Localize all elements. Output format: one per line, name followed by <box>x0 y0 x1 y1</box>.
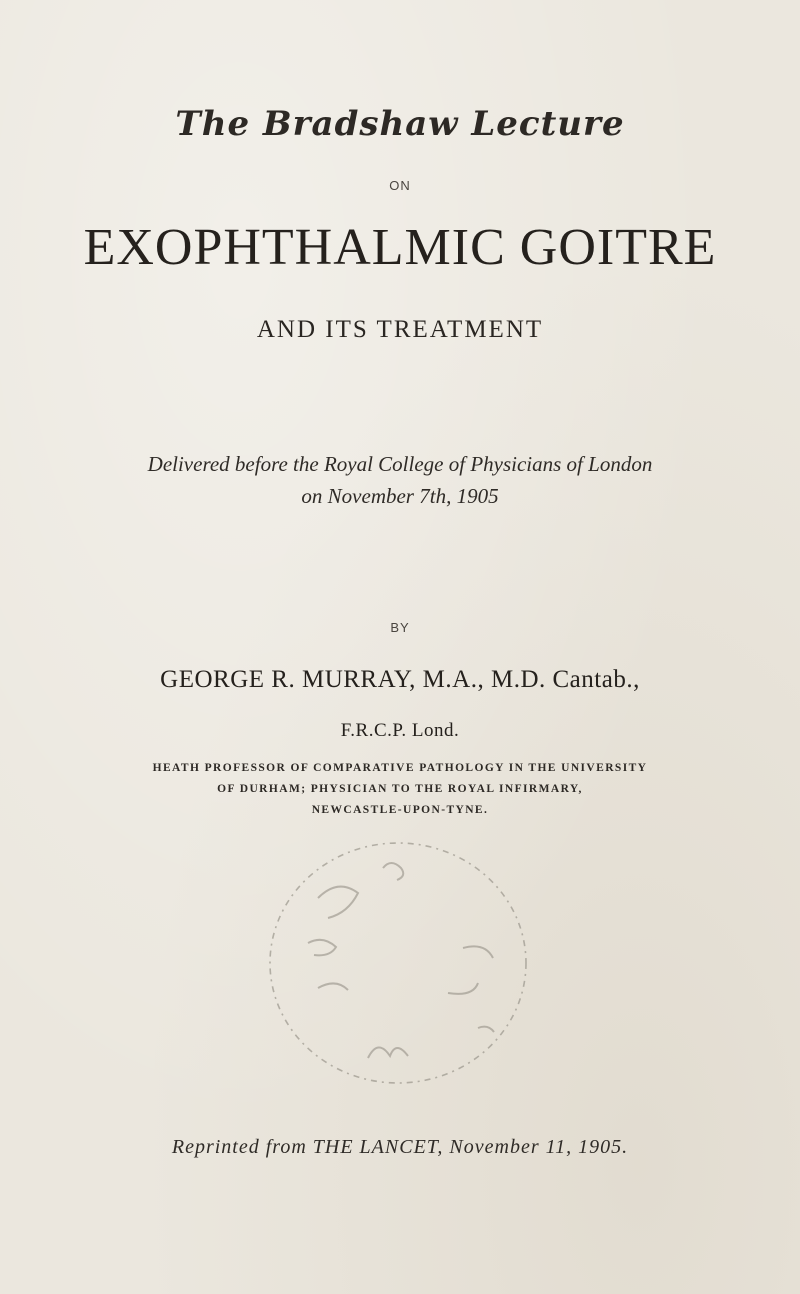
sub-title: AND ITS TREATMENT <box>256 316 544 343</box>
main-title: EXOPHTHALMIC GOITRE <box>83 219 717 276</box>
delivered-line-1: Delivered before the Royal College of Physicians of London <box>147 452 653 476</box>
author-qualification: F.R.C.P. Lond. <box>340 720 460 741</box>
delivered-line-2: on November 7th, 1905 <box>301 484 499 508</box>
author-name: GEORGE R. MURRAY, M.A., M.D. Cantab., <box>160 666 640 693</box>
lecture-title: The Bradshaw Lecture <box>175 104 625 144</box>
affiliation-line-1: HEATH PROFESSOR OF COMPARATIVE PATHOLOGY IN THE UNIVERSITY <box>152 762 648 774</box>
by-label: BY <box>390 620 410 635</box>
on-label: ON <box>389 178 411 193</box>
affiliation-line-3: NEWCASTLE-UPON-TYNE. <box>311 804 489 816</box>
affiliation-line-2: OF DURHAM; PHYSICIAN TO THE ROYAL INFIRMARY, <box>217 783 583 795</box>
reprint-note: Reprinted from THE LANCET, November 11, 1905. <box>171 1136 629 1158</box>
library-stamp-faint <box>248 828 548 1098</box>
